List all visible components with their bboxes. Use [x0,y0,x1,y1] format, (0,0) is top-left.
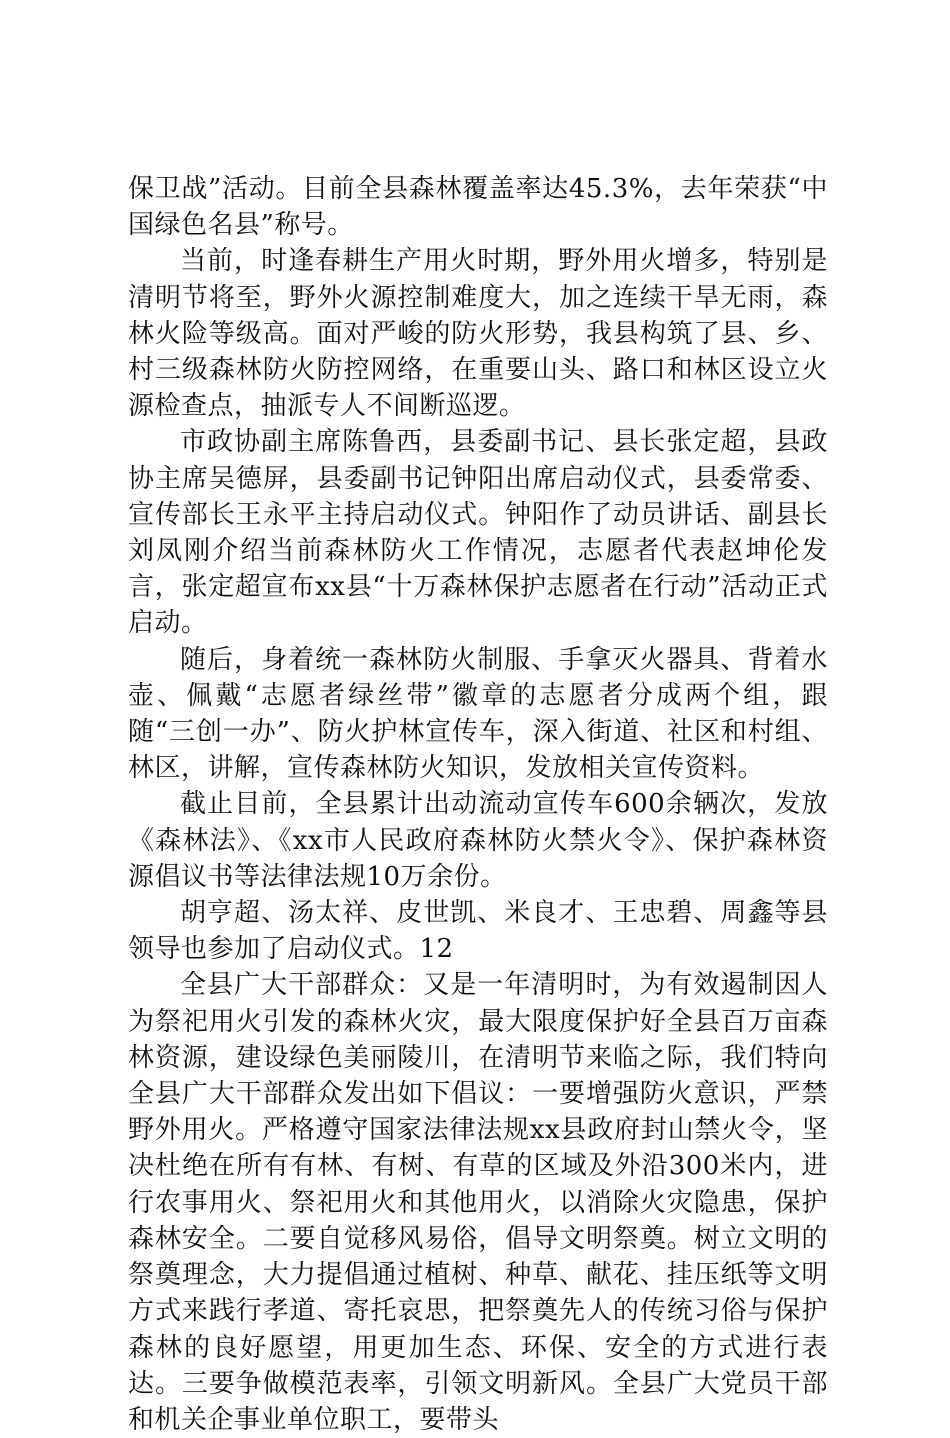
paragraph-3: 市政协副主席陈鲁西，县委副书记、县长张定超，县政协主席吴德屏，县委副书记钟阳出席启动仪式，县委常委、宣传部长王永平主持启动仪式。钟阳作了动员讲话、副县长刘凤刚介绍当前森林防火工作情况，志愿者代表赵坤伦发言，张定超宣布xx县“十万森林保护志愿者在行动”活动正式启动。 [128,427,828,639]
paragraph-5: 截止目前，全县累计出动流动宣传车600余辆次，发放《森林法》、《xx市人民政府森林防火禁火令》、保护森林资源倡议书等法律法规10万余份。 [128,789,828,892]
paragraph-4: 随后，身着统一森林防火制服、手拿灭火器具、背着水壶、佩戴“志愿者绿丝带”徽章的志愿者分成两个组，跟随“三创一办”、防火护林宣传车，深入街道、社区和村组、林区，讲解，宣传森林防火知识，发放相关宣传资料。 [128,644,828,784]
paragraph-1: 保卫战”活动。目前全县森林覆盖率达45.3%，去年荣获“中国绿色名县”称号。 [128,174,828,241]
document-body [128,171,828,1438]
paragraph-2: 当前，时逢春耕生产用火时期，野外用火增多，特别是清明节将至，野外火源控制难度大，加之连续干旱无雨，森林火险等级高。面对严峻的防火形势，我县构筑了县、乡、村三级森林防火防控网络，在重要山头、路口和林区设立火源检查点，抽派专人不间断巡逻。 [128,246,828,422]
paragraph-7: 全县广大干部群众：又是一年清明时，为有效遏制因人为祭祀用火引发的森林火灾，最大限度保护好全县百万亩森林资源，建设绿色美丽陵川，在清明节来临之际，我们特向全县广大干部群众发出如下倡议：一要增强防火意识，严禁野外用火。严格遵守国家法律法规xx县政府封山禁火令，坚决杜绝在所有有林、有树、有草的区域及外沿300米内，进行农事用火、祭祀用火和其他用火，以消除火灾隐患，保护森林安全。二要自觉移风易俗，倡导文明祭奠。树立文明的祭奠理念，大力提倡通过植树、种草、献花、挂压纸等文明方式来践行孝道、寄托哀思，把祭奠先人的传统习俗与保护森林的良好愿望，用更加生态、环保、安全的方式进行表达。三要争做模范表率，引领文明新风。全县广大党员干部和机关企事业单位职工，要带头 [128,970,828,1435]
paragraph-6: 胡亨超、汤太祥、皮世凯、米良才、王忠碧、周鑫等县领导也参加了启动仪式。12 [128,898,828,965]
